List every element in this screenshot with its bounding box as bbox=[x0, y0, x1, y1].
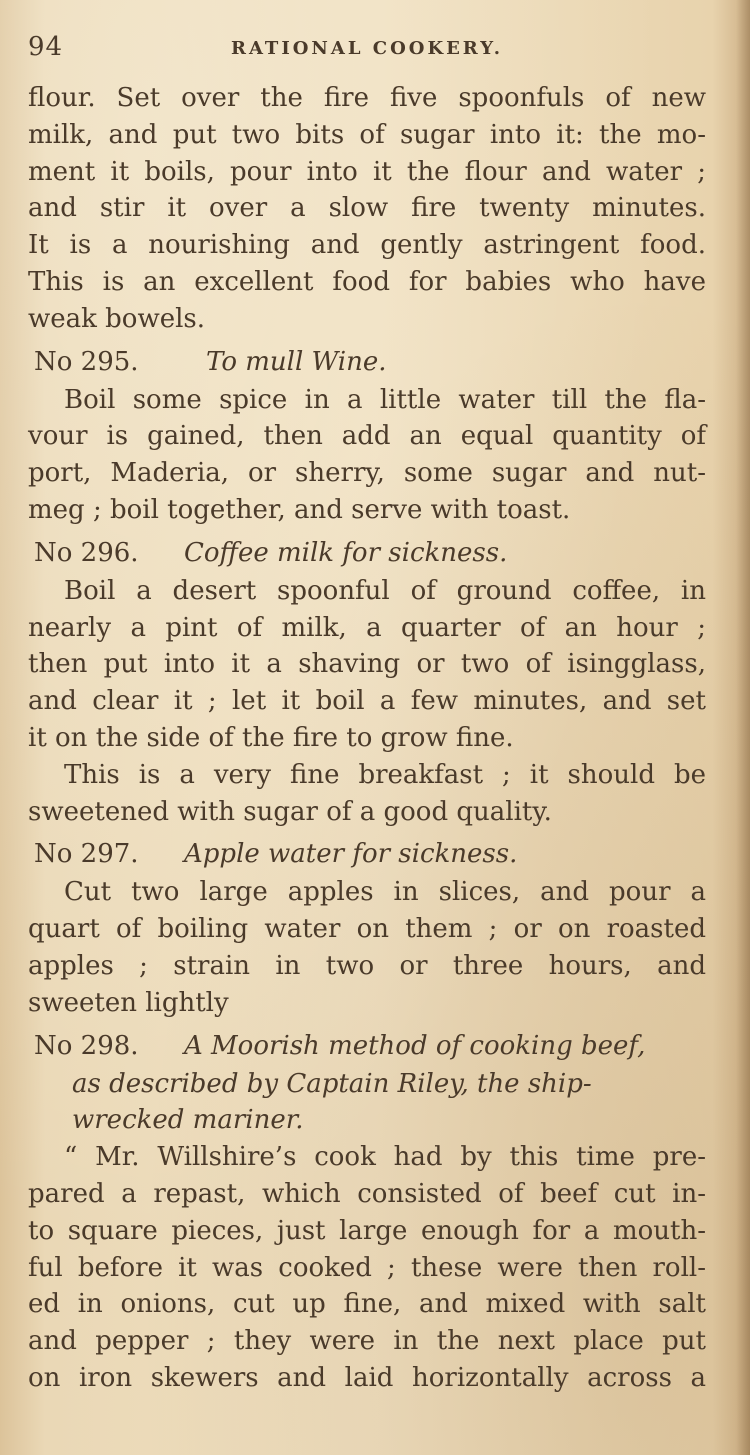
recipe-subtitle: as described by Captain Riley, the ship- bbox=[72, 1068, 592, 1099]
text-line: flour. Set over the fire five spoonfuls of new bbox=[28, 83, 706, 113]
recipe-title: Coffee milk for sickness. bbox=[184, 537, 508, 568]
text-line: sweetened with sugar of a good quality. bbox=[28, 796, 552, 827]
text-line: apples ; strain in two or three hours, and bbox=[28, 950, 706, 981]
text-line: This is an excellent food for babies who have bbox=[28, 266, 706, 297]
recipe-296 bbox=[28, 533, 706, 831]
text-line: nearly a pint of milk, a quarter of an hour ; bbox=[28, 612, 706, 643]
recipe-number: No 296. bbox=[34, 537, 139, 568]
text-line: Boil some spice in a little water till the fla- bbox=[64, 384, 706, 415]
recipe-heading bbox=[28, 342, 706, 382]
recipe-number: No 298. bbox=[34, 1030, 139, 1061]
text-line: and stir it over a slow fire twenty minutes. bbox=[28, 193, 706, 224]
text-line: quart of boiling water on them ; or on roasted bbox=[28, 914, 706, 945]
recipe-heading bbox=[28, 533, 706, 573]
text-line: and pepper ; they were in the next place put bbox=[28, 1326, 706, 1357]
text-line: Boil a desert spoonful of ground coffee, in bbox=[64, 575, 706, 606]
text-line: on iron skewers and laid horizontally across a bbox=[28, 1362, 706, 1393]
page-number: 94 bbox=[28, 32, 64, 62]
recipe-295 bbox=[28, 342, 706, 529]
text-line: weak bowels. bbox=[28, 303, 206, 334]
text-line: then put into it a shaving or two of isingglass, bbox=[28, 649, 706, 680]
recipe-title: A Moorish method of cooking beef, bbox=[184, 1030, 646, 1061]
recipe-298 bbox=[28, 1026, 706, 1397]
text-line: port, Maderia, or sherry, some sugar and nut- bbox=[28, 458, 706, 489]
recipe-number: No 295. bbox=[34, 346, 139, 377]
text-line: sweeten lightly bbox=[28, 987, 229, 1018]
recipe-title: Apple water for sickness. bbox=[184, 839, 518, 870]
intro-paragraph bbox=[28, 80, 706, 338]
recipe-heading bbox=[28, 1026, 706, 1066]
text-line: pared a repast, which consisted of beef cut in- bbox=[28, 1178, 706, 1209]
text-line: meg ; boil together, and serve with toast. bbox=[28, 494, 571, 525]
text-line: and clear it ; let it boil a few minutes, and set bbox=[28, 686, 706, 717]
text-line: ed in onions, cut up fine, and mixed with salt bbox=[28, 1289, 706, 1320]
text-line: It is a nourishing and gently astringent food. bbox=[28, 230, 706, 261]
text-line: This is a very fine breakfast ; it should be bbox=[64, 759, 706, 790]
text-line: “ Mr. Willshire’s cook had by this time pre- bbox=[64, 1142, 706, 1173]
recipe-297 bbox=[28, 834, 706, 1021]
recipe-subtitle: wrecked mariner. bbox=[72, 1105, 304, 1136]
text-line: ful before it was cooked ; these were then roll- bbox=[28, 1252, 706, 1283]
recipe-title: To mull Wine. bbox=[206, 346, 387, 377]
recipe-number: No 297. bbox=[34, 839, 139, 870]
text-line: vour is gained, then add an equal quantity of bbox=[28, 421, 706, 452]
text-line: Cut two large apples in slices, and pour a bbox=[64, 877, 706, 908]
text-line: to square pieces, just large enough for a mouth- bbox=[28, 1215, 706, 1246]
running-head bbox=[28, 32, 706, 72]
running-title: RATIONAL COOKERY. bbox=[230, 38, 504, 59]
text-line: ment it boils, pour into it the flour and water ; bbox=[28, 156, 706, 187]
text-line: milk, and put two bits of sugar into it: the mo- bbox=[28, 119, 706, 150]
text-line: it on the side of the fire to grow fine. bbox=[28, 722, 514, 753]
recipe-heading bbox=[28, 834, 706, 874]
